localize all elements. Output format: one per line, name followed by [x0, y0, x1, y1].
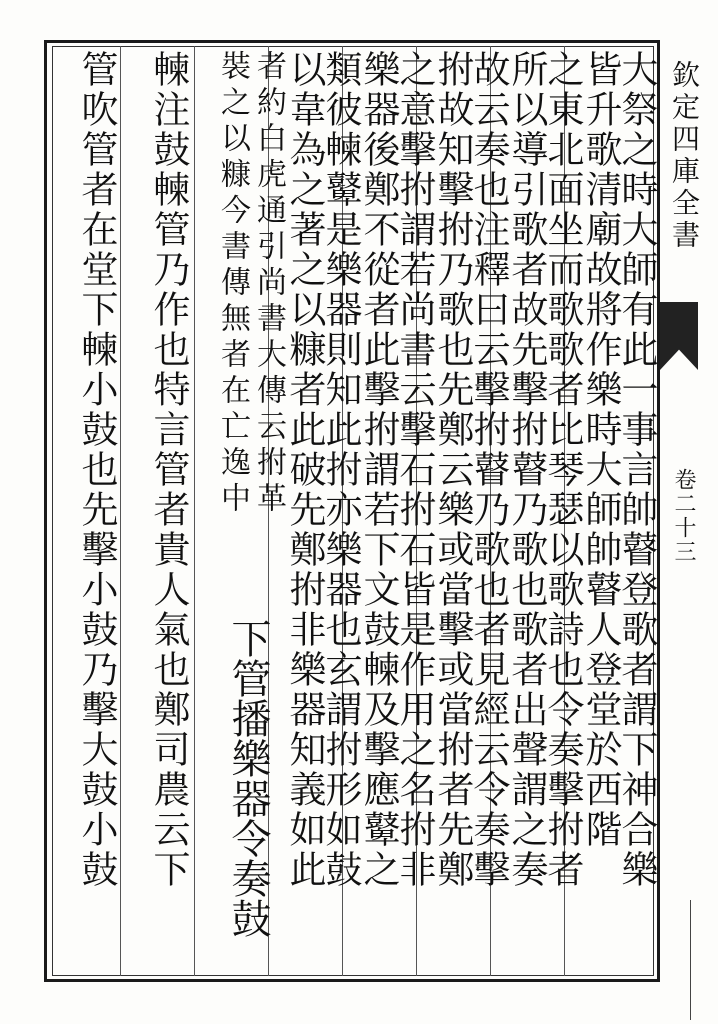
- annotation-column-2: 裝之以糠今書傳無者在亡逸中: [215, 50, 250, 518]
- margin-line: [690, 900, 691, 1020]
- text-column-9: 類彼朄鼙是樂器則知此拊亦樂器也玄謂拊形如鼓: [319, 50, 362, 890]
- text-column-2: 皆升歌清廟故將作樂時大師帥瞽人登堂於西階: [579, 50, 622, 850]
- text-column-4: 所以導引歌者故先擊拊瞽乃歌也歌者出聲謂之奏: [505, 50, 548, 890]
- text-column-3: 之東北面坐而歌歌者比琴瑟以歌詩也令奏擊拊者: [541, 50, 584, 890]
- page-margin: [660, 40, 708, 982]
- text-column-13: 管吹管者在堂下朄小鼓也先擊小鼓乃擊大鼓小鼓: [75, 50, 118, 890]
- book-title: 欽定四庫全書: [668, 60, 701, 252]
- text-column-8: 樂器後鄭不從者此擊拊謂若下文鼓朄及擊應鼙之: [357, 50, 400, 890]
- text-column-10: 以韋為之著之以糠者此破先鄭拊非樂器知義如此: [283, 50, 326, 890]
- column-rule: [194, 46, 195, 976]
- text-column-1: 大祭之時大師有此一事言帥瞽登歌者謂下神合樂: [615, 50, 658, 890]
- text-column-7: 之意擊拊謂若尚書云擊石拊石皆是作用之名拊非: [393, 50, 436, 890]
- fishtail-mark: [660, 302, 698, 370]
- column-rule: [120, 46, 121, 976]
- volume-label: 卷二十三: [671, 468, 696, 564]
- text-column-5: 故云奏也注釋曰云擊拊瞽乃歌也者見經云令奏擊: [467, 50, 510, 890]
- text-column-12: 朄注鼓朄管乃作也特言管者貴人氣也鄭司農云下: [147, 50, 190, 890]
- main-text-column: 下管播樂器令奏鼓: [225, 618, 271, 938]
- annotation-column-1: 者約白虎通引尚書大傳云拊革: [251, 50, 286, 518]
- text-column-6: 拊故知擊拊乃歌也先鄭云樂或當擊或當拊者先鄭: [431, 50, 474, 890]
